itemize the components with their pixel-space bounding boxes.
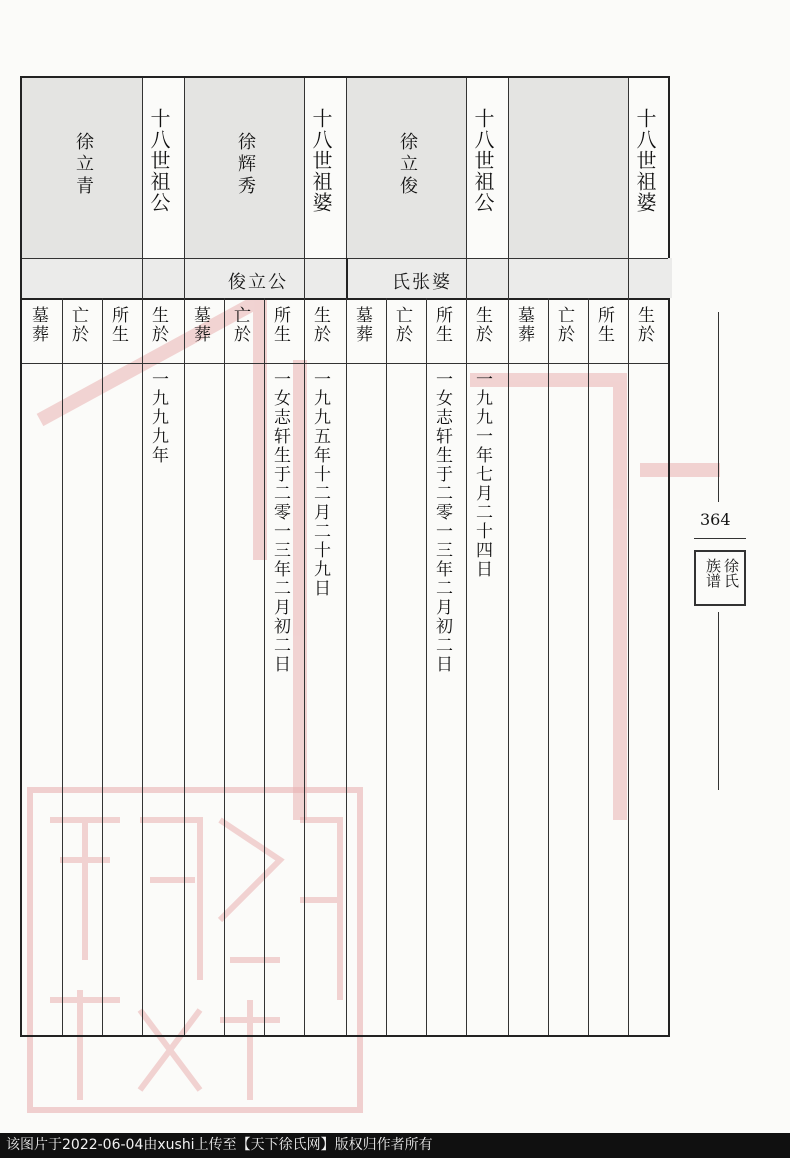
spouse-divider (346, 258, 348, 298)
column-divider (224, 298, 225, 1035)
field-label-died: 亡於 (230, 306, 250, 344)
column-divider (102, 298, 103, 1035)
generation-header: 十八世祖婆 (633, 108, 657, 213)
group-divider (142, 78, 143, 1035)
field-label-born: 生於 (310, 306, 330, 344)
group-divider (628, 78, 629, 1035)
person-name: 徐立青 (73, 132, 94, 198)
margin-rule (718, 312, 719, 502)
margin-rule (718, 612, 719, 790)
header-rule (22, 258, 668, 259)
group-divider (346, 78, 347, 1035)
birth-date: 一九九五年十二月二十九日 (310, 370, 330, 598)
field-label-children: 所生 (270, 306, 290, 344)
column-divider (386, 298, 387, 1035)
field-label-died: 亡於 (68, 306, 88, 344)
field-label-died: 亡於 (392, 306, 412, 344)
spouse-divider (508, 258, 509, 298)
field-label-children: 所生 (108, 306, 128, 344)
field-label-born: 生於 (634, 306, 654, 344)
group-divider (184, 78, 185, 1035)
person-name: 徐辉秀 (235, 132, 256, 198)
column-divider (426, 298, 427, 1035)
group-divider (466, 78, 467, 1035)
group-divider (304, 78, 305, 1035)
person-name: 徐立俊 (397, 132, 418, 198)
field-label-died: 亡於 (554, 306, 574, 344)
field-label-buried: 墓葬 (514, 306, 534, 344)
birth-date: 一九九九年 (148, 370, 168, 465)
upload-notice: 该图片于2022-06-04由xushi上传至【天下徐氏网】版权归作者所有 (0, 1133, 790, 1158)
generation-header: 十八世祖公 (471, 108, 495, 213)
page-number: 364 (700, 510, 731, 529)
spouse-note: 俊立公 (228, 272, 288, 293)
column-divider (62, 298, 63, 1035)
book-seal: 徐氏族谱 (694, 550, 746, 606)
genealogy-table (20, 76, 670, 1037)
birth-date: 一九九一年七月二十四日 (472, 370, 492, 579)
label-rule (22, 363, 668, 364)
generation-header: 十八世祖婆 (309, 108, 333, 213)
spouse-rule (22, 298, 668, 300)
page-number-rule (694, 538, 746, 539)
column-divider (548, 298, 549, 1035)
children-note: 一女志轩生于二零一三年二月初二日 (270, 370, 290, 674)
field-label-buried: 墓葬 (352, 306, 372, 344)
column-divider (588, 298, 589, 1035)
generation-header: 十八世祖公 (147, 108, 171, 213)
field-label-born: 生於 (148, 306, 168, 344)
field-label-buried: 墓葬 (190, 306, 210, 344)
spouse-divider (184, 258, 185, 298)
column-divider (264, 298, 265, 1035)
field-label-buried: 墓葬 (28, 306, 48, 344)
children-note: 一女志轩生于二零一三年二月初二日 (432, 370, 452, 674)
group-divider (508, 78, 509, 1035)
spouse-note: 氏张婆 (392, 272, 452, 293)
field-label-children: 所生 (594, 306, 614, 344)
field-label-born: 生於 (472, 306, 492, 344)
header-shade (508, 78, 628, 258)
field-label-children: 所生 (432, 306, 452, 344)
